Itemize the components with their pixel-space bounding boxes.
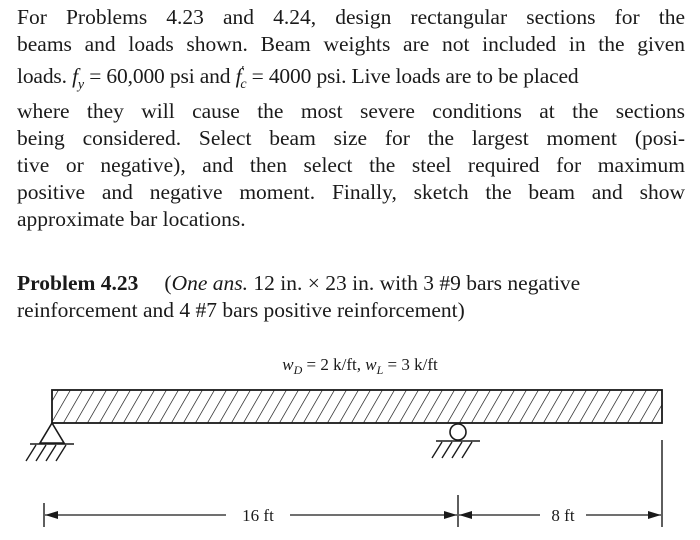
- fy-symbol: f: [72, 64, 78, 89]
- fc-prime: ′: [241, 64, 245, 79]
- span-16ft-label: 16 ft: [242, 506, 274, 525]
- answer-line-1: 12 in. × 23 in. with 3 #9 bars negative: [248, 271, 581, 295]
- problem-label: Problem 4.23: [17, 271, 139, 295]
- pin-support: [26, 423, 74, 461]
- statement-line-7: positive and negative moment. Finally, sketch the beam and show: [17, 180, 685, 205]
- span-8ft-label: 8 ft: [551, 506, 575, 525]
- beam: [52, 390, 662, 423]
- fc-value: = 4000 psi. Live loads are to be placed: [246, 64, 579, 89]
- statement-line-6: tive or negative), and then select the steel required for maximum: [17, 153, 685, 178]
- statement-line-3: [17, 58, 685, 98]
- fy-subscript: y: [77, 77, 84, 93]
- roller-support: [432, 424, 480, 458]
- problem-header-line: Problem 4.23 (One ans. 12 in. × 23 in. with 3 #9 bars negative: [17, 271, 581, 295]
- span-16ft-dimension: [45, 506, 457, 525]
- answer-line-2: reinforcement and 4 #7 bars positive reinforcement): [17, 298, 465, 322]
- statement-line-8: approximate bar locations.: [17, 207, 246, 232]
- fc-symbol: f: [235, 64, 242, 89]
- fc-subscript: c: [240, 77, 247, 93]
- statement-line-2: beams and loads shown. Beam weights are not included in the given: [17, 32, 685, 56]
- answer-prefix: One ans.: [171, 271, 249, 295]
- span-8ft-dimension: [459, 506, 661, 525]
- beam-diagram: [0, 345, 700, 540]
- problem-4-23: [17, 270, 685, 324]
- statement-line-4: where they will cause the most severe conditions at the sections: [17, 99, 685, 124]
- load-label: $w_D = 2$ k/ft, $w_L = 3$ k/ft: [282, 355, 438, 377]
- loads-prefix: loads.: [17, 64, 67, 89]
- statement-line-5: being considered. Select beam size for the largest moment (posi-: [17, 126, 685, 151]
- statement-line-1: For Problems 4.23 and 4.24, design rectangular sections for the: [17, 5, 685, 29]
- fy-value: = 60,000 psi and: [84, 64, 236, 89]
- problem-statement: [17, 4, 685, 233]
